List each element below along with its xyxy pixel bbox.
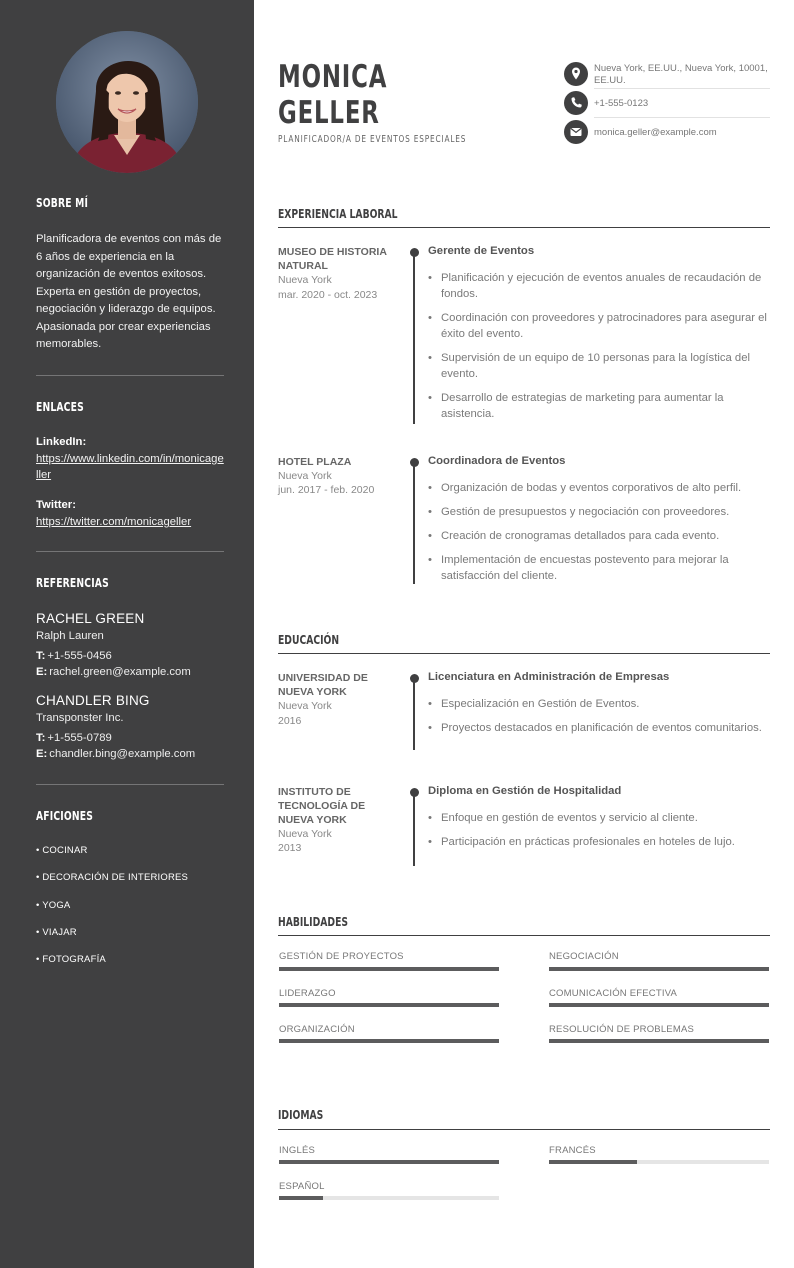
skill-bar <box>549 1039 769 1043</box>
portrait-image <box>56 31 198 173</box>
experience-bullet: • Planificación y ejecución de eventos anuales de recaudación de fondos. <box>441 270 771 302</box>
language-bar <box>549 1160 769 1164</box>
language-label: FRANCÉS <box>549 1145 596 1156</box>
reference-phone: T: +1-555-0789 <box>36 732 112 744</box>
education-org: UNIVERSIDAD DE NUEVA YORK <box>278 672 368 698</box>
skill-bar-fill <box>279 1039 499 1043</box>
experience-bullet: • Supervisión de un equipo de 10 personas para la logística del evento. <box>441 350 771 382</box>
education-org: INSTITUTO DE TECNOLOGÍA DE NUEVA YORK <box>278 786 366 826</box>
sidebar-divider <box>36 784 224 785</box>
skill-label: NEGOCIACIÓN <box>549 951 619 962</box>
experience-bullet: • Coordinación con proveedores y patrocinadores para asegurar el éxito del evento. <box>441 310 771 342</box>
timeline-dot <box>410 788 419 797</box>
education-bullet: • Proyectos destacados en planificación de eventos comunitarios. <box>441 720 771 736</box>
section-rule <box>278 935 770 936</box>
timeline-dot <box>410 458 419 467</box>
experience-bullet: • Implementación de encuestas postevento para mejorar la satisfacción del cliente. <box>441 552 771 584</box>
sidebar-divider <box>36 551 224 552</box>
experience-role: Coordinadora de Eventos <box>428 455 566 467</box>
contact-divider <box>594 88 770 89</box>
timeline-line <box>413 252 415 424</box>
skill-label: GESTIÓN DE PROYECTOS <box>279 951 404 962</box>
hobby-item: • COCINAR <box>36 845 88 856</box>
skill-label: COMUNICACIÓN EFECTIVA <box>549 988 678 999</box>
experience-heading: EXPERIENCIA LABORAL <box>278 206 398 221</box>
references-heading: REFERENCIAS <box>36 575 109 590</box>
languages-heading: IDIOMAS <box>278 1107 324 1122</box>
timeline-line <box>413 792 415 866</box>
section-rule <box>278 227 770 228</box>
sidebar-divider <box>36 375 224 376</box>
twitter-link[interactable]: https://twitter.com/monicageller <box>36 516 192 528</box>
experience-org: MUSEO DE HISTORIA NATURAL <box>278 246 387 272</box>
language-bar-fill <box>279 1160 499 1164</box>
language-bar <box>279 1160 499 1164</box>
skills-heading: HABILIDADES <box>278 914 349 929</box>
skill-bar <box>279 967 499 971</box>
contact-phone: +1-555-0123 <box>594 98 649 109</box>
skill-bar <box>279 1039 499 1043</box>
job-title: PLANIFICADOR/A DE EVENTOS ESPECIALES <box>278 134 467 145</box>
education-heading: EDUCACIÓN <box>278 632 340 647</box>
skill-label: LIDERAZGO <box>279 988 336 999</box>
education-degree: Licenciatura en Administración de Empresas <box>428 671 670 683</box>
education-bullet: • Participación en prácticas profesionales en hoteles de lujo. <box>441 834 771 850</box>
experience-bullet: • Organización de bodas y eventos corporativos de alto perfil. <box>441 480 771 496</box>
experience-location: Nueva York <box>278 470 332 482</box>
phone-icon <box>564 91 588 115</box>
sidebar <box>0 0 254 1268</box>
profile-photo <box>56 31 198 173</box>
reference-email: E: rachel.green@example.com <box>36 666 191 678</box>
language-bar-fill <box>279 1196 323 1200</box>
envelope-icon <box>564 120 588 144</box>
contact-divider <box>594 117 770 118</box>
timeline-dot <box>410 248 419 257</box>
hobby-item: • YOGA <box>36 900 71 911</box>
experience-location: Nueva York <box>278 274 332 286</box>
skill-bar <box>279 1003 499 1007</box>
education-location: Nueva York <box>278 828 332 840</box>
reference-email: E: chandler.bing@example.com <box>36 748 196 760</box>
experience-org: HOTEL PLAZA <box>278 456 352 468</box>
education-dates: 2016 <box>278 715 302 727</box>
first-name: MONICA <box>278 59 388 95</box>
hobby-item: • DECORACIÓN DE INTERIORES <box>36 872 189 883</box>
twitter-label: Twitter: <box>36 499 76 511</box>
skill-label: RESOLUCIÓN DE PROBLEMAS <box>549 1024 695 1035</box>
language-bar <box>279 1196 499 1200</box>
skill-bar <box>549 967 769 971</box>
language-label: ESPAÑOL <box>279 1181 325 1192</box>
education-location: Nueva York <box>278 700 332 712</box>
language-label: INGLÉS <box>279 1145 316 1156</box>
reference-company: Transponster Inc. <box>36 712 124 724</box>
experience-bullet: • Gestión de presupuestos y negociación con proveedores. <box>441 504 771 520</box>
experience-bullet: • Desarrollo de estrategias de marketing para aumentar la asistencia. <box>441 390 771 422</box>
experience-role: Gerente de Eventos <box>428 245 535 257</box>
skill-bar-fill <box>549 967 769 971</box>
about-heading: SOBRE MÍ <box>36 195 89 210</box>
skill-bar-fill <box>279 1003 499 1007</box>
hobby-item: • FOTOGRAFÍA <box>36 954 106 965</box>
timeline-line <box>413 678 415 750</box>
contact-address: Nueva York, EE.UU., Nueva York, 10001, EE.UU. <box>594 63 768 86</box>
education-bullet: • Enfoque en gestión de eventos y servicio al cliente. <box>441 810 771 826</box>
reference-name: RACHEL GREEN <box>36 611 145 626</box>
about-text: Planificadora de eventos con más de 6 años de experiencia en la organización de eventos exitosos. Experta en gestión de proyectos, negociación y liderazgo de equipos. Apasionada por crear experiencias memorables. <box>36 233 222 350</box>
skill-bar <box>549 1003 769 1007</box>
reference-company: Ralph Lauren <box>36 630 104 642</box>
skill-bar-fill <box>549 1039 769 1043</box>
experience-dates: mar. 2020 - oct. 2023 <box>278 289 378 301</box>
reference-name: CHANDLER BING <box>36 693 150 708</box>
section-rule <box>278 653 770 654</box>
timeline-dot <box>410 674 419 683</box>
last-name: GELLER <box>278 95 380 131</box>
skill-label: ORGANIZACIÓN <box>279 1024 355 1035</box>
links-heading: ENLACES <box>36 399 84 414</box>
linkedin-label: LinkedIn: <box>36 436 87 448</box>
skill-bar-fill <box>279 967 499 971</box>
reference-phone: T: +1-555-0456 <box>36 650 112 662</box>
experience-bullet: • Creación de cronogramas detallados para cada evento. <box>441 528 771 544</box>
hobbies-heading: AFICIONES <box>36 808 94 823</box>
skill-bar-fill <box>549 1003 769 1007</box>
education-degree: Diploma en Gestión de Hospitalidad <box>428 785 622 797</box>
language-bar-fill <box>549 1160 637 1164</box>
experience-dates: jun. 2017 - feb. 2020 <box>278 484 375 496</box>
education-bullet: • Especialización en Gestión de Eventos. <box>441 696 771 712</box>
contact-email: monica.geller@example.com <box>594 127 717 138</box>
linkedin-link[interactable]: https://www.linkedin.com/in/monicageller <box>36 453 224 481</box>
timeline-line <box>413 462 415 584</box>
section-rule <box>278 1129 770 1130</box>
education-dates: 2013 <box>278 842 302 854</box>
location-pin-icon <box>564 62 588 86</box>
hobby-item: • VIAJAR <box>36 927 77 938</box>
